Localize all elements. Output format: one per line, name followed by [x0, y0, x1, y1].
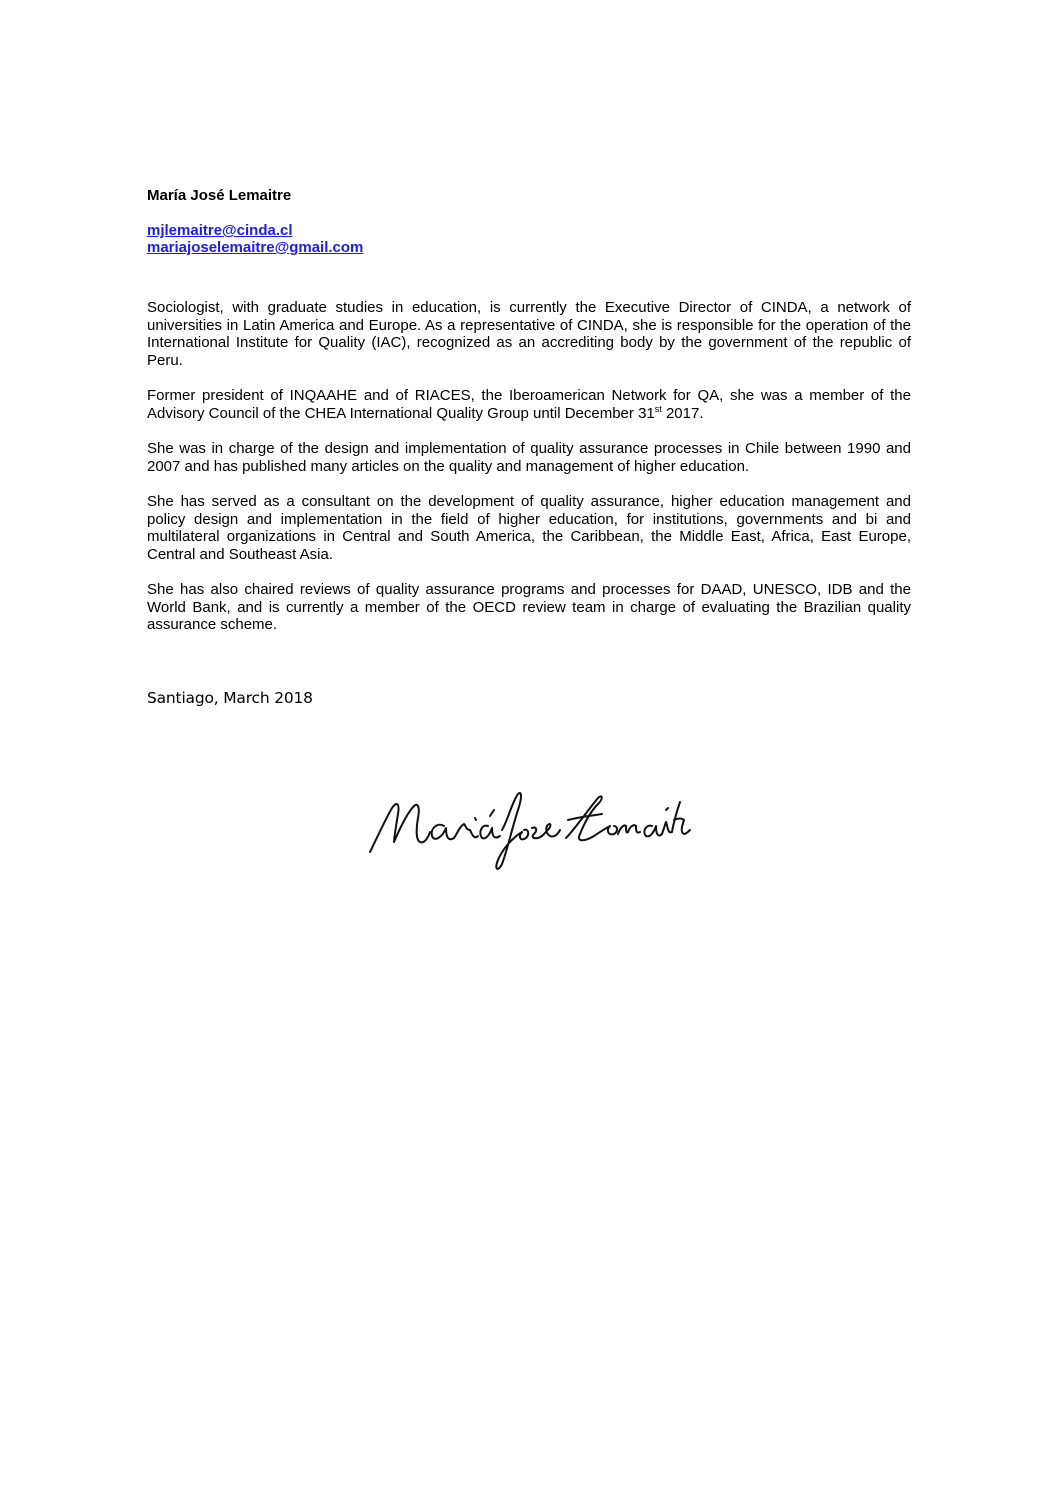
- paragraph-consultant: She has served as a consultant on the development of quality assurance, higher education management and policy design and implementation in the field of higher education, for institutions, governments and bi and multilateral organizations in Central and South America, the Caribbean, the Middle East, Africa, East Europe, Central and Southeast Asia.: [147, 493, 911, 563]
- paragraph-former-president-text: Former president of INQAAHE and of RIACES, the Iberoamerican Network for QA, she was a member of the Advisory Council of the CHEA International Quality Group until December 31: [147, 387, 911, 422]
- email-link-gmail[interactable]: mariajoselemaitre@gmail.com: [147, 239, 364, 256]
- paragraph-chile-qa: She was in charge of the design and implementation of quality assurance processes in Chile between 1990 and 2007 and has published many articles on the quality and management of higher education.: [147, 440, 911, 475]
- paragraph-former-president: [147, 387, 911, 422]
- paragraph-former-president-year: 2017.: [661, 404, 704, 422]
- place-and-date: Santiago, March 2018: [147, 689, 313, 707]
- ordinal-suffix: st: [654, 403, 662, 414]
- paragraph-current-role: Sociologist, with graduate studies in education, is currently the Executive Director of CINDA, a network of universities in Latin America and Europe. As a representative of CINDA, she is responsible for the operation of the International Institute for Quality (IAC), recognized as an accrediting body by the government of the republic of Peru.: [147, 299, 911, 369]
- email-link-cinda[interactable]: mjlemaitre@cinda.cl: [147, 222, 293, 239]
- paragraph-reviews: She has also chaired reviews of quality assurance programs and processes for DAAD, UNESCO, IDB and the World Bank, and is currently a member of the OECD review team in charge of evaluating the Brazilian quality assurance scheme.: [147, 581, 911, 633]
- author-name: María José Lemaitre: [147, 187, 292, 204]
- document-body: [147, 187, 911, 634]
- email-list: [147, 222, 911, 256]
- handwritten-signature: [362, 780, 692, 880]
